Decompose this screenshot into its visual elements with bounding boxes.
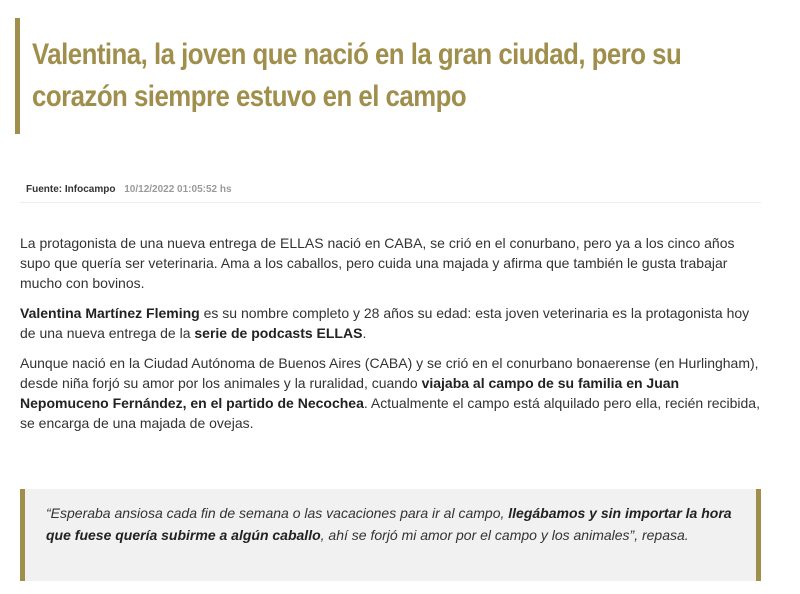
article-body [20, 233, 765, 443]
bold-podcast-series: serie de podcasts ELLAS [194, 325, 363, 341]
quote-text-1: “Esperaba ansiosa cada fin de semana o las vacaciones para ir al campo, [46, 505, 509, 521]
article-meta [20, 177, 761, 203]
paragraph-3 [20, 353, 765, 433]
paragraph-2-text-1: es su nombre completo y 28 años su edad: esta joven veterinaria es la protagonista hoy de una nueva entrega de la [20, 305, 750, 341]
paragraph-1: La protagonista de una nueva entrega de ELLAS nació en CABA, se crió en el conurbano, pero ya a los cinco años supo que quería ser veterinaria. Ama a los caballos, pero cuida una majada y afirma que también le gusta trabajar mucho con bovinos. [20, 235, 735, 291]
quote-text [46, 502, 742, 546]
article-title: Valentina, la joven que nació en la gran ciudad, pero su corazón siempre estuvo en el campo [32, 38, 682, 113]
paragraph-3-text-1: Aunque nació en la Ciudad Autónoma de Buenos Aires (CABA) y se crió en el conurbano bonaerense (en Hurlingham), desde niña forjó su amor por los animales y la ruralidad, cuando [20, 355, 759, 391]
pull-quote [20, 489, 761, 581]
bold-family-field: viajaba al campo de su familia en Juan Nepomuceno Fernández, en el partido de Necochea [20, 375, 680, 411]
quote-bold: llegábamos y sin importar la hora que fuese quería subirme a algún caballo [46, 505, 732, 543]
publish-date: 10/12/2022 01:05:52 hs [124, 184, 232, 195]
paragraph-2-text-2: . [362, 325, 367, 341]
title-block [15, 18, 775, 134]
source-label: Fuente: Infocampo [26, 184, 116, 195]
bold-name: Valentina Martínez Fleming [20, 305, 200, 321]
paragraph-3-text-2: . Actualmente el campo está alquilado pero ella, recién recibida, se encarga de una majada de ovejas. [20, 395, 760, 431]
paragraph-2 [20, 303, 765, 343]
quote-text-2: , ahí se forjó mi amor por el campo y los animales”, repasa. [320, 527, 689, 543]
